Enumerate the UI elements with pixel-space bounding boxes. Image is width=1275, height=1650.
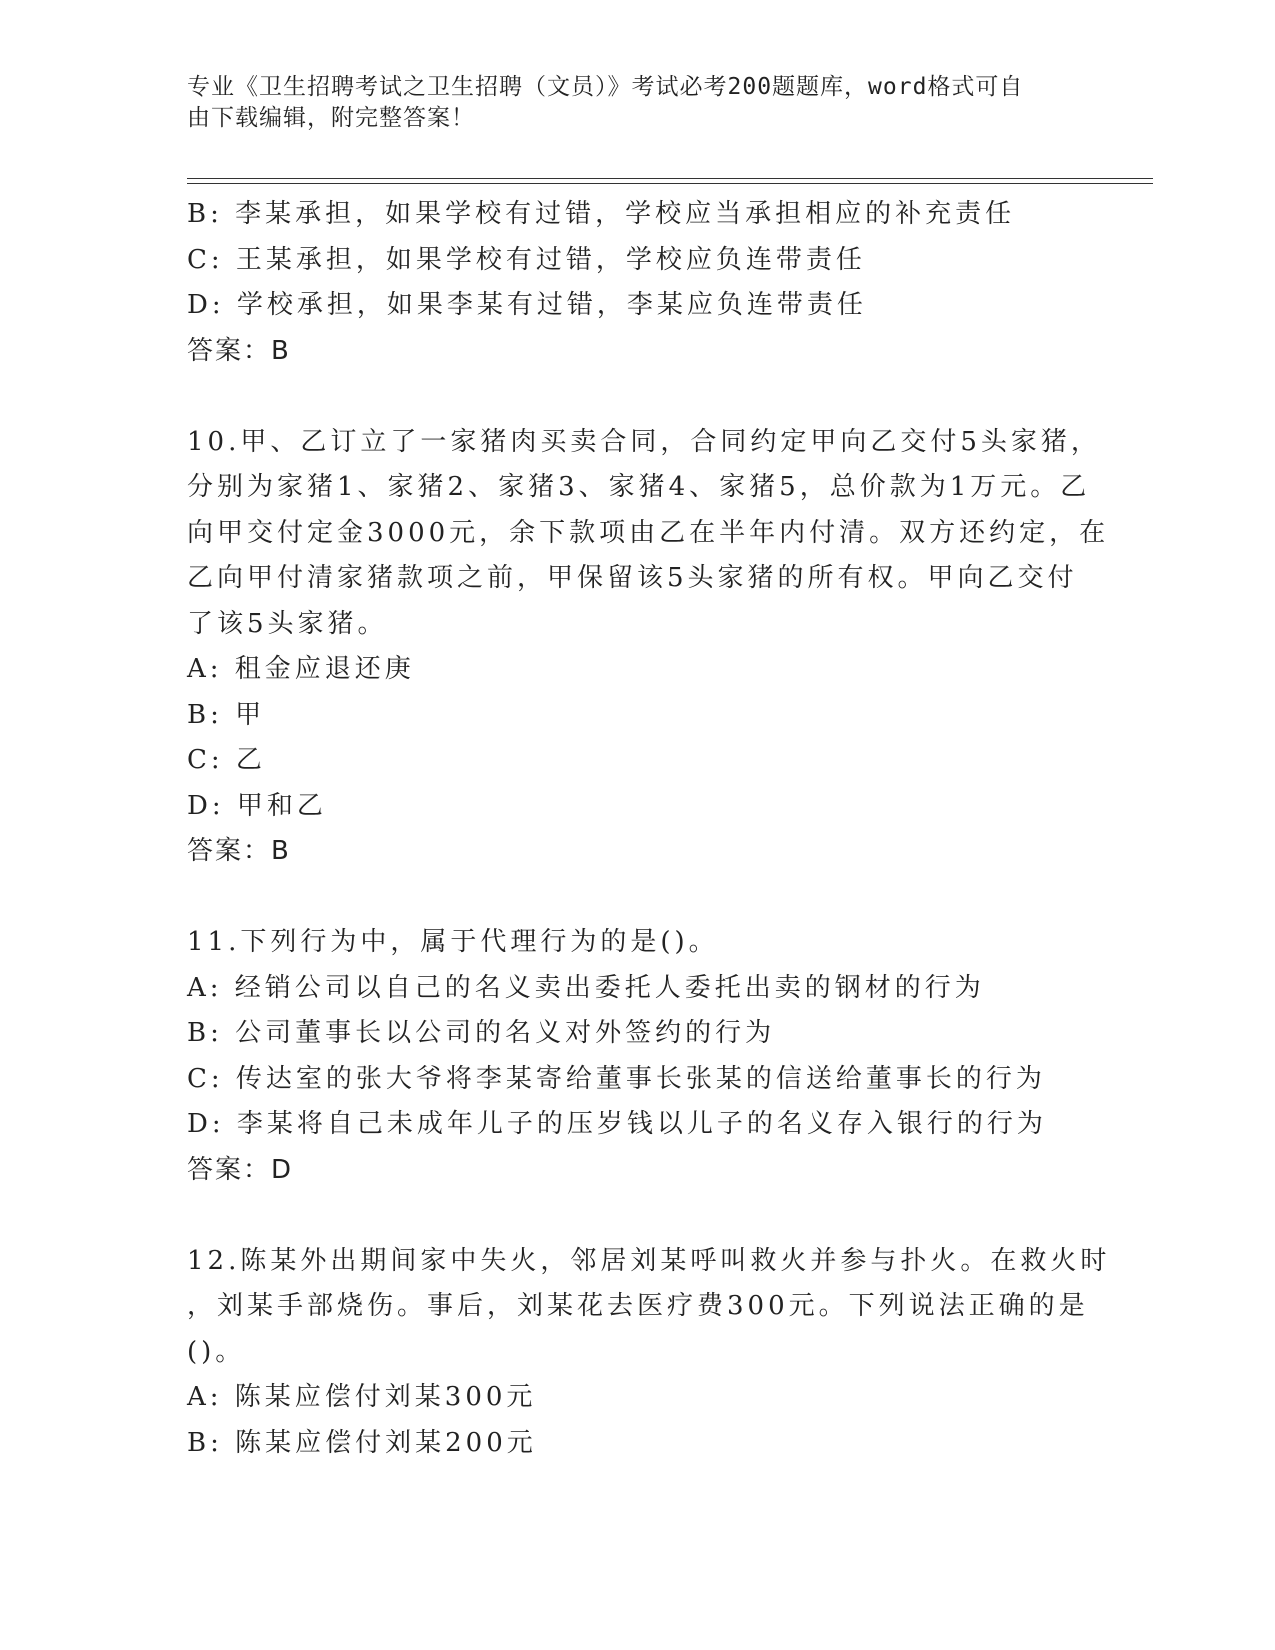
question-stem-line: 向甲交付定金3000元，余下款项由乙在半年内付清。双方还约定，在 xyxy=(187,517,1110,548)
header-line-1: 专业《卫生招聘考试之卫生招聘（文员）》考试必考200题题库，word格式可自 xyxy=(187,74,1024,100)
option-c: C: 王某承担，如果学校有过错，学校应负连带责任 xyxy=(187,244,866,275)
option-a: A: 经销公司以自己的名义卖出委托人委托出卖的钢材的行为 xyxy=(187,972,985,1003)
option-c: C: 乙 xyxy=(187,745,266,775)
question-11 xyxy=(187,920,1087,1193)
question-stem-line: 乙向甲付清家猪款项之前，甲保留该5头家猪的所有权。甲向乙交付 xyxy=(187,563,1078,593)
option-b: B: 公司董事长以公司的名义对外签约的行为 xyxy=(187,1018,776,1048)
header-line-2: 由下载编辑，附完整答案！ xyxy=(187,105,475,131)
question-9-tail xyxy=(187,192,1087,374)
option-a: A: 陈某应偿付刘某300元 xyxy=(187,1382,537,1412)
option-d: D: 甲和乙 xyxy=(187,790,327,821)
question-spacer xyxy=(187,374,1087,420)
question-content xyxy=(187,192,1111,1466)
answer-line: 答案：B xyxy=(187,836,291,866)
question-spacer xyxy=(187,1193,1087,1239)
option-d: D: 学校承担，如果李某有过错，李某应负连带责任 xyxy=(187,290,867,320)
option-b: B: 李某承担，如果学校有过错，学校应当承担相应的补充责任 xyxy=(187,199,1016,229)
option-b: B: 陈某应偿付刘某200元 xyxy=(187,1427,537,1458)
answer-line: 答案：D xyxy=(187,1154,294,1185)
question-spacer xyxy=(187,875,1087,921)
answer-line: 答案：B xyxy=(187,335,291,366)
question-12 xyxy=(187,1239,1111,1467)
document-header xyxy=(187,72,1067,134)
question-stem-line: 了该5头家猪。 xyxy=(187,608,388,639)
question-stem-line: 分别为家猪1、家猪2、家猪3、家猪4、家猪5，总价款为1万元。乙 xyxy=(187,472,1091,502)
option-d: D: 李某将自己未成年儿子的压岁钱以儿子的名义存入银行的行为 xyxy=(187,1109,1047,1139)
option-c: C: 传达室的张大爷将李某寄给董事长张某的信送给董事长的行为 xyxy=(187,1063,1046,1094)
question-stem-line: 10.甲、乙订立了一家猪肉买卖合同，合同约定甲向乙交付5头家猪， xyxy=(187,426,1101,457)
option-b: B: 甲 xyxy=(187,699,266,730)
question-stem-line: 12.陈某外出期间家中失火，邻居刘某呼叫救火并参与扑火。在救火时 xyxy=(187,1245,1111,1276)
header-divider-bottom xyxy=(187,183,1153,184)
option-a: A: 租金应退还庚 xyxy=(187,654,415,684)
question-stem-line: 11.下列行为中，属于代理行为的是()。 xyxy=(187,927,719,957)
question-stem-line: ()。 xyxy=(187,1336,246,1367)
question-stem-line: ，刘某手部烧伤。事后，刘某花去医疗费300元。下列说法正确的是 xyxy=(187,1291,1089,1321)
header-divider-top xyxy=(187,178,1153,179)
question-10 xyxy=(187,420,1110,875)
